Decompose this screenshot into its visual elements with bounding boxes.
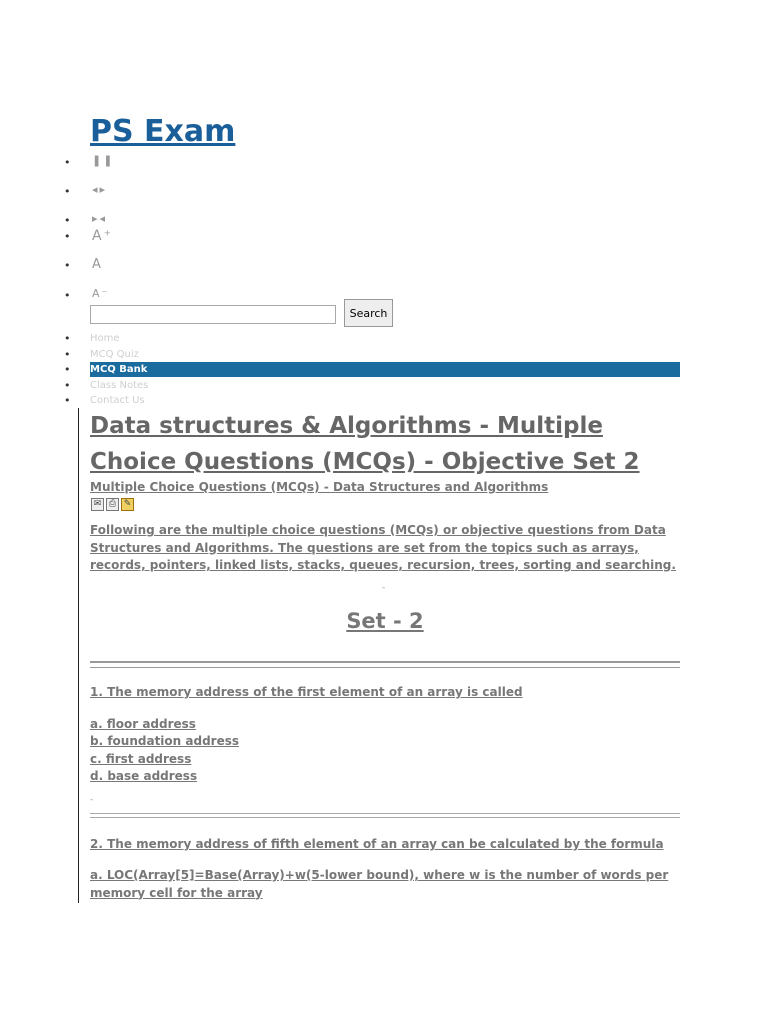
nav-item-label[interactable]: Contact Us (90, 395, 145, 406)
post-title[interactable]: Data structures & Algorithms - Multiple Choice Questions (MCQs) - Objective Set 2 (90, 413, 640, 475)
control-item[interactable]: • A⁺ (64, 228, 113, 244)
option-1d[interactable]: d. base address (90, 769, 198, 783)
control-item[interactable]: • ▸◂ (64, 212, 108, 227)
nav-item-label[interactable]: MCQ Quiz (90, 348, 139, 360)
pause-icon[interactable]: ❚❚ (92, 154, 115, 167)
question-1[interactable]: 1. The memory address of the first element of an array is called (90, 685, 523, 699)
collapse-icon[interactable]: ▸◂ (92, 212, 108, 225)
scroll-horizontal-icon[interactable]: ◂▸ (92, 183, 108, 196)
post-tools (91, 498, 134, 511)
control-item[interactable]: • A (64, 257, 103, 272)
question-2[interactable]: 2. The memory address of fifth element of an array can be calculated by the formula (90, 837, 664, 851)
option-1a[interactable]: a. floor address (90, 717, 196, 731)
font-reset-icon[interactable]: A (92, 257, 103, 272)
nav-item-label[interactable]: Class Notes (90, 379, 149, 391)
site-title[interactable]: PS Exam (90, 114, 236, 149)
search-input[interactable] (90, 305, 336, 324)
email-icon[interactable]: ✉ (91, 498, 104, 511)
control-item[interactable]: • ◂▸ (64, 183, 108, 198)
separator-dash: - (382, 583, 386, 593)
divider (90, 813, 680, 818)
option-1b[interactable]: b. foundation address (90, 734, 239, 748)
font-increase-icon[interactable]: A⁺ (92, 228, 113, 244)
separator-dash: - (90, 795, 94, 805)
post-subtitle[interactable]: Multiple Choice Questions (MCQs) - Data Structures and Algorithms (90, 480, 549, 494)
nav-item-mcq-quiz[interactable]: • MCQ Quiz (64, 347, 139, 361)
post-intro[interactable]: Following are the multiple choice questions (MCQs) or objective questions from Data Structures and Algorithms. The questions are set from the topics such as arrays, records, pointers, linked lists, stacks, queues, recursion, trees, sorting and searching. (90, 523, 676, 572)
option-2a[interactable]: a. LOC(Array[5]=Base(Array)+w(5-lower bound), where w is the number of words per memory cell for the array (90, 868, 669, 900)
control-item[interactable]: • A⁻ (64, 287, 110, 302)
nav-item-label[interactable]: MCQ Bank (90, 364, 148, 375)
edit-icon[interactable]: ✎ (121, 498, 134, 511)
nav-item-class-notes[interactable]: • Class Notes (64, 378, 149, 392)
nav-item-contact-us[interactable]: • Contact Us (64, 394, 145, 407)
divider (90, 661, 680, 668)
print-icon[interactable]: ⎙ (106, 498, 119, 511)
option-1c[interactable]: c. first address (90, 752, 192, 766)
font-decrease-icon[interactable]: A⁻ (92, 287, 110, 300)
main-nav (64, 331, 680, 409)
content-left-border (78, 408, 79, 903)
nav-item-mcq-bank[interactable]: • MCQ Bank (64, 362, 680, 378)
control-item[interactable]: • ❚❚ (64, 154, 115, 169)
set-heading[interactable]: Set - 2 (346, 609, 424, 633)
nav-item-home[interactable]: • Home (64, 332, 120, 345)
search-button[interactable]: Search (344, 299, 393, 327)
nav-item-label[interactable]: Home (90, 333, 120, 344)
